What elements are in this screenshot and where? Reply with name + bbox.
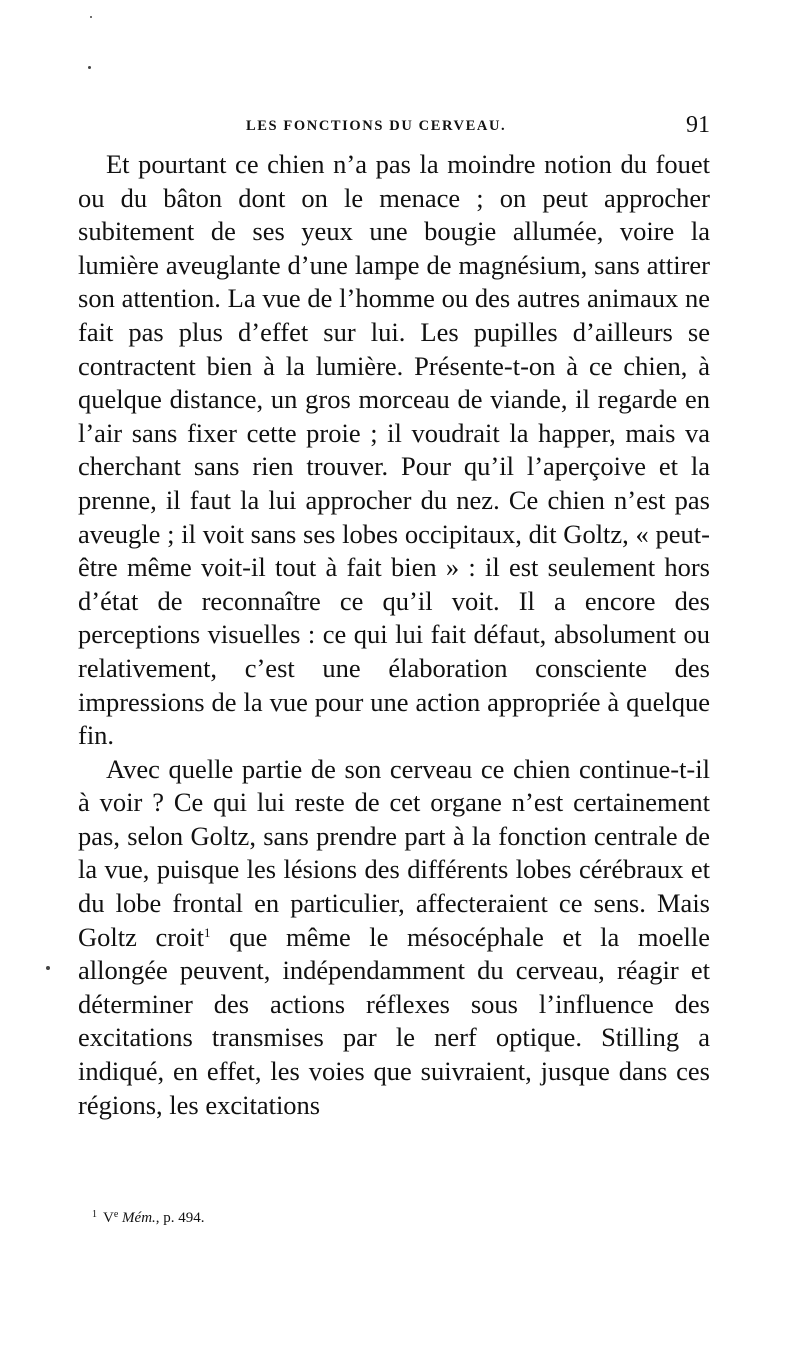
footnote-page: , p. 494. (155, 1210, 205, 1226)
paragraph-text: que même le mésocéphale et la moelle allongée peuvent, indépendamment du cerveau, réagir et déterminer des actions réflexes sous l’influence des excitations transmises par le nerf optique. Stilling a indiqué, en effet, les voies que suivraient, jusque dans ces régions, les excitations (78, 921, 711, 1120)
paper-speck (90, 16, 92, 18)
paper-speck (46, 966, 50, 970)
running-title: LES FONCTIONS DU CERVEAU. (246, 118, 507, 134)
footnote-roman-superscript: e (113, 1209, 119, 1220)
footnote-title: Mém. (122, 1210, 156, 1226)
running-head (78, 112, 710, 140)
paragraph: Et pourtant ce chien n’a pas la moindre notion du fouet ou du bâton dont on le menace ; on peut approcher subitement de ses yeux une bougie allumée, voire la lumière aveuglante d’une lampe de magnésium, sans attirer son attention. La vue de l’homme ou des autres animaux ne fait pas plus d’effet sur lui. Les pupilles d’ailleurs se contractent bien à la lumière. Présente-t-on à ce chien, à quelque distance, un gros morceau de viande, il regarde en l’air sans fixer cette proie ; il voudrait la happer, mais va cherchant sans rien trouver. Pour qu’il l’aperçoive et la prenne, il faut la lui approcher du nez. Ce chien n’est pas aveugle ; il voit sans ses lobes occipitaux, dit Goltz, « peut-être même voit-il tout à fait bien » : il est seulement hors d’état de reconnaître ce qu’il voit. Il a encore des perceptions visuelles : ce qui lui fait défaut, absolument ou relativement, c’est une élaboration consciente des impressions de la vue pour une action appropriée à quelque fin. (78, 149, 710, 751)
paragraph-text: Avec quelle partie de son cerveau ce chien continue-t-il à voir ? Ce qui lui reste de cet organe n’est certainement pas, selon Goltz, sans prendre part à la fonction centrale de la vue, puisque les lésions des différents lobes cérébraux et du lobe frontal en particulier, affecteraient ce sens. Mais Goltz croit (78, 753, 710, 952)
footnote (92, 1209, 205, 1227)
page-number: 91 (686, 112, 710, 138)
paper-speck (88, 66, 91, 69)
footnote-roman: V (103, 1210, 114, 1226)
body-text (78, 148, 710, 1122)
paragraph (78, 753, 710, 1123)
footnote-reference: 1 (204, 924, 211, 940)
footnote-number: 1 (92, 1209, 97, 1220)
